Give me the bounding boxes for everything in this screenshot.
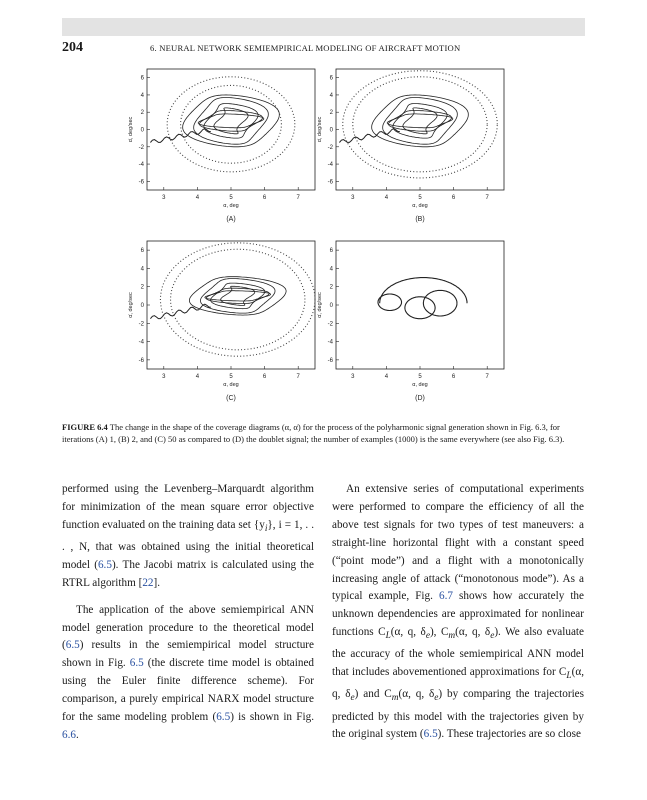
ref-eq-6-5c[interactable]: 6.5 [216,711,231,724]
x-tick-label: 6 [451,374,456,380]
running-title: 6. NEURAL NETWORK SEMIEMPIRICAL MODELING OF AIRCRAFT MOTION [150,43,461,53]
x-tick-label: 3 [351,195,355,201]
x-tick-label: 4 [195,195,200,201]
plot-frame [147,241,315,369]
initial-transient [150,129,210,143]
dotted-orbit [181,85,282,163]
y-tick-label: -6 [138,179,144,186]
dotted-orbit [343,71,498,178]
y-tick-label: 2 [140,284,144,291]
x-axis-label: α, deg [412,203,428,209]
dotted-orbit [160,243,315,356]
y-tick-label: -2 [327,321,333,328]
x-tick-label: 4 [384,374,389,380]
figure-caption [62,421,586,445]
x-tick-label: 6 [451,195,456,201]
y-tick-label: -4 [327,162,333,169]
plot-frame [147,69,315,190]
y-tick-label: 4 [329,92,333,99]
y-tick-label: 6 [329,248,333,255]
y-tick-label: 6 [329,75,333,82]
doublet-loop [423,290,457,316]
y-tick-label: 4 [140,266,144,273]
y-axis-label: α̇, deg/sec [128,116,134,143]
x-tick-label: 7 [485,374,489,380]
x-axis-label: α, deg [412,382,428,388]
y-tick-label: -4 [138,339,144,346]
caption-text: The change in the shape of the coverage diagrams (α, α̇) for the process of the polyharmonic signal generation shown in Fig. 6.3, for iterations (A) 1, (B) 2, and (C) 50 as compared to (D) the doublet signal; the number of examples (1000) is the same everywhere (see also Fig. 6.3). [62,422,565,444]
x-tick-label: 5 [229,195,233,201]
x-tick-label: 4 [384,195,389,201]
initial-transient [339,129,399,143]
y-axis-label: α̇, deg/sec [317,292,323,318]
dotted-orbit [167,77,295,172]
y-tick-label: -6 [138,357,144,364]
trajectory-loop [372,95,469,147]
ref-eq-6-5b[interactable]: 6.5 [65,639,80,652]
y-tick-label: 4 [140,92,144,99]
x-tick-label: 5 [418,195,422,201]
y-tick-label: 0 [329,127,333,134]
x-tick-label: 6 [262,374,267,380]
doublet-loop [405,297,435,319]
y-axis-label: α̇, deg/sec [317,116,323,143]
y-tick-label: -6 [327,179,333,186]
dotted-orbit [353,77,487,172]
y-axis-label: α̇, deg/sec [128,292,134,318]
y-tick-label: 2 [140,110,144,117]
panel-label: (B) [415,216,425,223]
trajectory-loop [194,98,269,145]
y-tick-label: 2 [329,110,333,117]
left-paragraph-1: performed using the Levenberg–Marquardt algorithm for minimization of the mean square error objective function evaluated on the training data set $\{y_i\}$, i = 1, . . . , N, that was obtained using the initial theoretical model (6.5). The Jacobi matrix is calculated using the RTRL algorithm [22]. [62,483,314,589]
x-tick-label: 7 [485,195,489,201]
x-tick-label: 3 [162,195,166,201]
y-tick-label: -4 [327,339,333,346]
y-tick-label: -2 [138,321,144,328]
x-tick-label: 7 [296,195,300,201]
y-tick-label: 2 [329,284,333,291]
right-paragraph-1: An extensive series of computational experiments were performed to compare the efficiency of all the above test signals for two types of test maneuvers: a straight-line horizontal flight with a constant speed (“point mode”) and a flight with a monotonically increasing angle of attack (“monotonous mode”). As a typical example, Fig. 6.7 shows how accurately the unknown dependencies are approximated for nonlinear functions $C_L(\alpha$, q, $\delta_e$), $C_m(\alpha$, q, $\delta_e$). We also evaluate the accuracy of the whole semiempirical ANN model that includes abovementioned approximations for $C_L(\alpha$, q, $\delta_e$) and $C_m(\alpha$, q, $\delta_e$) by comparing the trajectories predicted by this model with the trajectories given by the original system (6.5). These trajectories are so close [332,483,585,741]
x-tick-label: 5 [229,374,233,380]
trajectory-loop [189,277,286,315]
panel-label: (D) [415,395,425,402]
right-column [332,481,584,744]
ref-22[interactable]: 22 [142,576,154,589]
y-tick-label: 0 [329,303,333,309]
trajectory-loop [387,114,453,128]
y-tick-label: 0 [140,127,144,134]
page-number: 204 [62,40,83,55]
trajectory-loop [198,114,264,128]
x-tick-label: 5 [418,374,422,380]
trajectory-loop [200,279,275,314]
y-tick-label: -6 [327,357,333,364]
x-axis-label: α, deg [223,203,239,209]
plot-frame [336,241,504,369]
ref-eq-6-5d[interactable]: 6.5 [423,728,438,741]
y-tick-label: 4 [329,266,333,273]
y-tick-label: -2 [327,144,333,151]
y-tick-label: 6 [140,75,144,82]
x-tick-label: 7 [296,374,300,380]
ref-eq-6-5[interactable]: 6.5 [97,558,112,571]
y-tick-label: 6 [140,248,144,255]
ref-fig-6-5[interactable]: 6.5 [129,657,144,670]
trajectory-loop [183,95,280,147]
doublet-arc [380,278,467,304]
x-tick-label: 3 [351,374,355,380]
y-tick-label: 0 [140,303,144,309]
panel-label: (C) [226,395,236,402]
caption-label: FIGURE 6.4 [62,422,108,432]
x-tick-label: 6 [262,195,267,201]
left-column [62,481,314,745]
x-axis-label: α, deg [223,382,239,388]
y-tick-label: -2 [138,144,144,151]
ref-fig-6-6[interactable]: 6.6 [62,729,76,742]
left-paragraph-2: The application of the above semiempirical ANN model generation procedure to the theoretical model (6.5) results in the semiempirical model structure shown in Fig. 6.5 (the discrete time model is obtained using the Euler finite difference scheme). For comparison, a purely empirical NARX model structure for the same modeling problem (6.5) is shown in Fig. 6.6. [62,603,315,742]
x-tick-label: 3 [162,374,166,380]
y-tick-label: -4 [138,162,144,169]
trajectory-loop [383,98,458,145]
x-tick-label: 4 [195,374,200,380]
panel-label: (A) [226,216,236,223]
ref-fig-6-7[interactable]: 6.7 [438,590,453,603]
initial-transient [150,304,210,319]
dotted-orbit [171,249,305,350]
trajectory-loop [205,291,271,301]
